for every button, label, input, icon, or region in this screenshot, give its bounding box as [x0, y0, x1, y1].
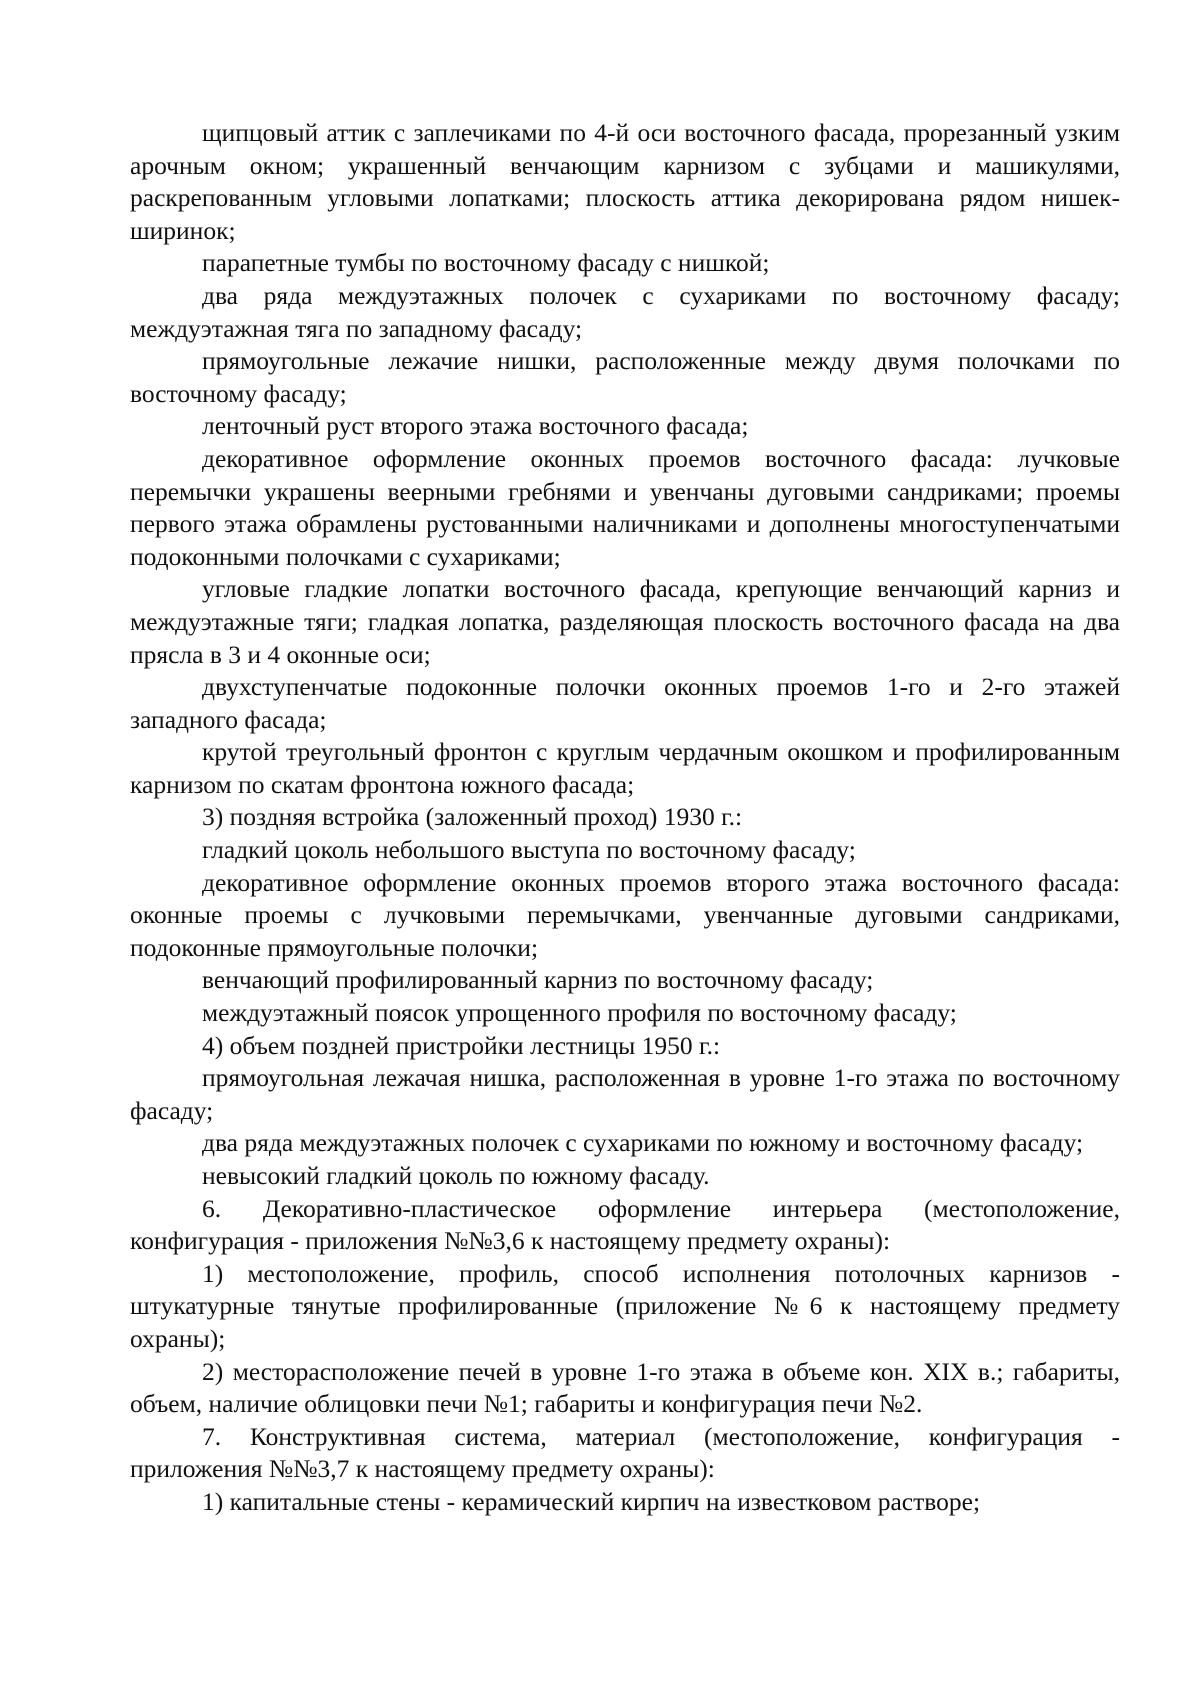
- paragraph-section-4-stair-1950: 4) объем поздней пристройки лестницы 1950 г.:: [202, 1030, 721, 1060]
- paragraph-window-decoration-east: декоративное оформление оконных проемов восточного фасада: лучковые перемычки украшены веерными гребнями и увенчаны дуговыми сандриками; проемы первого этажа обрамлены рустованными наличниками и дополнены многоступенчатыми подоконными полочками с сухариками;: [130, 443, 1120, 571]
- paragraph-parapet-pedestals: парапетные тумбы по восточному фасаду с нишкой;: [202, 248, 770, 278]
- paragraph-capital-walls: 1) капитальные стены - керамический кирпич на известковом растворе;: [202, 1486, 981, 1516]
- paragraph-interfloor-shelves: два ряда междуэтажных полочек с сухариками по восточному фасаду; междуэтажная тяга по западному фасаду;: [130, 280, 1120, 343]
- document-body: [130, 117, 1120, 1519]
- paragraph-stoves: 2) месторасположение печей в уровне 1-го этажа в объеме кон. XIX в.; габариты, объем, наличие облицовки печи №1; габариты и конфигурация печи №2.: [130, 1356, 1120, 1419]
- paragraph-corner-pilasters: угловые гладкие лопатки восточного фасада, крепующие венчающий карниз и междуэтажные тяги; гладкая лопатка, разделяющая плоскость восточного фасада на два прясла в 3 и 4 оконные оси;: [130, 574, 1120, 669]
- paragraph-section-3-insert-1930: 3) поздняя встройка (заложенный проход) 1930 г.:: [202, 802, 743, 832]
- paragraph-two-rows-shelves: два ряда междуэтажных полочек с сухариками по южному и восточному фасаду;: [202, 1128, 1084, 1158]
- paragraph-window-decoration-second-floor: декоративное оформление оконных проемов второго этажа восточного фасада: оконные проемы с лучковыми перемычками, увенчанные дуговыми сандриками, подоконные прямоугольные полочки;: [130, 867, 1120, 962]
- paragraph-ceiling-cornices: 1) местоположение, профиль, способ исполнения потолочных карнизов - штукатурные тянутые профилированные (приложение №6 к настоящему предмету охраны);: [130, 1258, 1120, 1353]
- paragraph-item-7-structure: 7. Конструктивная система, материал (местоположение, конфигурация - приложения №№3,7 к настоящему предмету охраны):: [130, 1421, 1120, 1484]
- paragraph-low-plinth: невысокий гладкий цоколь по южному фасаду.: [202, 1161, 710, 1190]
- paragraph-interfloor-belt: междуэтажный поясок упрощенного профиля по восточному фасаду;: [202, 998, 957, 1028]
- paragraph-gable-attic: щипцовый аттик с заплечиками по 4-й оси восточного фасада, прорезанный узким арочным окном; украшенный венчающим карнизом с зубцами и машикулями, раскрепованным угловыми лопатками; плоскость аттика декорирована рядом нишек-ширинок;: [130, 118, 1120, 245]
- paragraph-smooth-plinth: гладкий цоколь небольшого выступа по восточному фасаду;: [202, 835, 856, 865]
- paragraph-crowning-cornice: венчающий профилированный карниз по восточному фасаду;: [202, 965, 874, 995]
- paragraph-item-6-interior: 6. Декоративно-пластическое оформление интерьера (местоположение, конфигурация - приложения №№3,6 к настоящему предмету охраны):: [130, 1193, 1120, 1256]
- paragraph-lying-niches: прямоугольные лежачие нишки, расположенные между двумя полочками по восточному фасаду;: [130, 346, 1120, 408]
- paragraph-triangular-pediment: крутой треугольный фронтон с круглым чердачным окошком и профилированным карнизом по скатам фронтона южного фасада;: [130, 737, 1120, 799]
- paragraph-rectangular-niche: прямоугольная лежачая нишка, расположенная в уровне 1-го этажа по восточному фасаду;: [130, 1063, 1120, 1125]
- paragraph-band-rustication: ленточный руст второго этажа восточного фасада;: [202, 411, 749, 441]
- paragraph-sill-shelves-west: двухступенчатые подоконные полочки оконных проемов 1-го и 2-го этажей западного фасада;: [130, 672, 1120, 734]
